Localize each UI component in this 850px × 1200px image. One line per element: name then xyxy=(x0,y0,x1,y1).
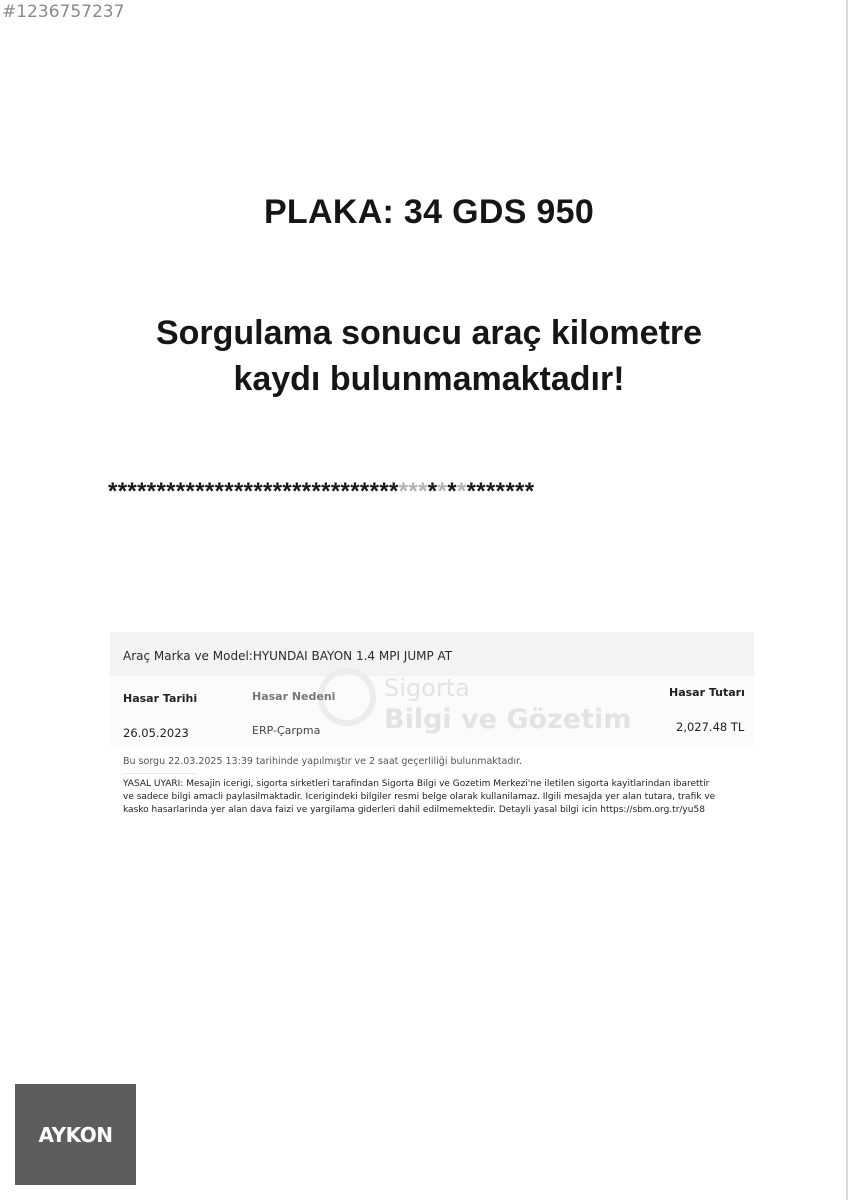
legal-line-2: ve sadece bilgi amacli paylasilmaktadir. Icerigindeki bilgiler resmi belge olarak kullanilamaz. Ilgili mesajda yer alan tutara, trafik ve xyxy=(123,792,716,802)
query-validity-note: Bu sorgu 22.03.2025 13:39 tarihinde yapılmıştır ve 2 saat geçerliliği bulunmaktadır. xyxy=(123,756,523,767)
watermark-line-1: Sigorta xyxy=(384,674,470,702)
watermark-line-2: Bilgi ve Gözetim xyxy=(384,704,632,735)
vehicle-model-label: Araç Marka ve Model:HYUNDAI BAYON 1.4 MPI JUMP AT xyxy=(123,649,453,663)
asterisk-run: * xyxy=(427,478,438,505)
asterisk-run: ****************************** xyxy=(108,478,399,505)
asterisk-run-faded: * xyxy=(437,478,448,505)
damage-table-band xyxy=(110,676,754,748)
tiny-reference-scribble: .............................................. xyxy=(123,770,197,776)
page-edge-divider xyxy=(846,0,848,1200)
legal-line-3: kasko hasarlarinda yer alan dava faizi ve yargilama giderleri dahil edilmemektedir. Detayli yasal bilgi icin https://sbm.org.tr/yu58 xyxy=(123,805,705,815)
asterisk-separator xyxy=(108,478,534,506)
header-damage-reason: Hasar Nedeni xyxy=(252,690,336,703)
header-damage-amount: Hasar Tutarı xyxy=(669,686,745,699)
legal-line-1: YASAL UYARI: Mesajin icerigi, sigorta sirketleri tarafindan Sigorta Bilgi ve Gozetim Merkezi'ne iletilen sigorta kayitlarindan ibarettir xyxy=(123,779,710,789)
logo-text: AYKON xyxy=(38,1122,113,1147)
damage-date-value: 26.05.2023 xyxy=(123,726,189,740)
damage-amount-value: 2,027.48 TL xyxy=(676,720,745,734)
aykon-logo xyxy=(15,1084,136,1185)
asterisk-run: ******* xyxy=(466,478,535,505)
legal-warning xyxy=(123,778,743,817)
asterisk-run: * xyxy=(447,478,457,505)
result-line-2: kaydı bulunmamaktadır! xyxy=(233,360,625,398)
header-damage-date: Hasar Tarihi xyxy=(123,692,198,705)
result-line-1: Sorgulama sonucu araç kilometre xyxy=(155,314,703,352)
asterisk-run-faded: *** xyxy=(398,478,428,505)
asterisk-run-faded: * xyxy=(456,478,467,505)
result-message xyxy=(0,310,850,402)
document-id: #1236757237 xyxy=(2,2,125,22)
damage-reason-value: ERP-Çarpma xyxy=(252,724,321,737)
plate-heading: PLAKA: 34 GDS 950 xyxy=(263,193,595,231)
